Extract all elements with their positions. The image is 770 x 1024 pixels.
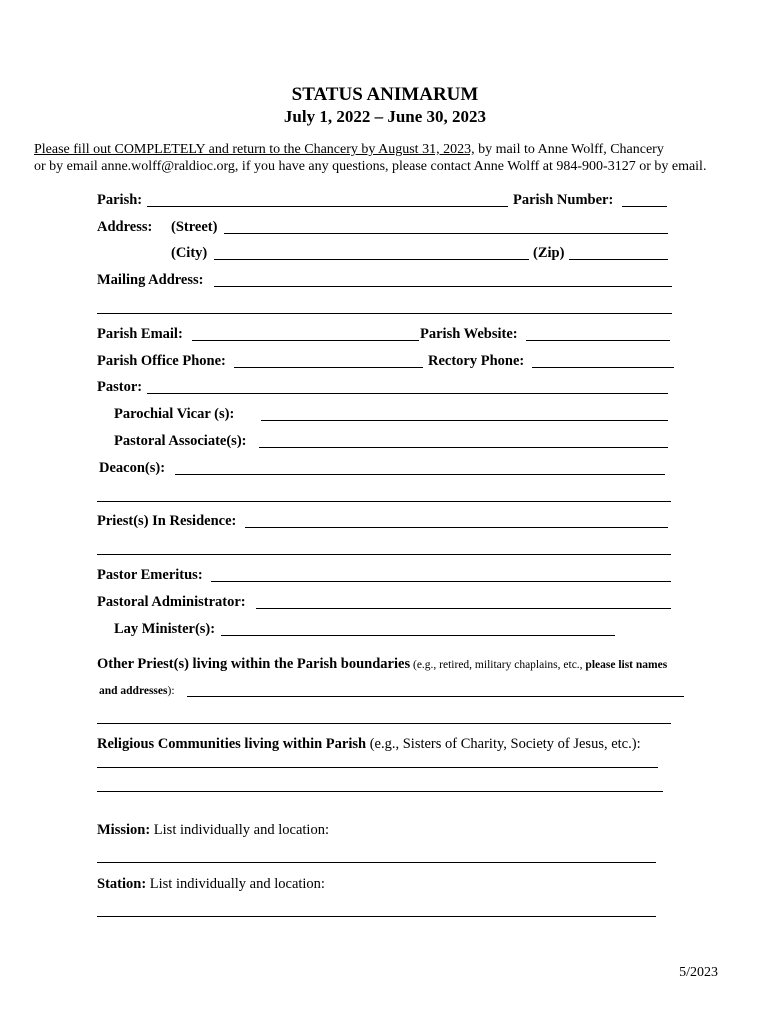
station-label <box>97 876 325 893</box>
parish-office-phone-field[interactable] <box>234 367 423 368</box>
parish-email-field[interactable] <box>192 340 419 341</box>
other-priests-examples: (e.g., retired, military chaplains, etc., <box>410 659 586 671</box>
other-priests-label-2 <box>99 685 175 697</box>
religious-communities-label <box>97 736 641 753</box>
priest-in-residence-field-2[interactable] <box>97 554 671 555</box>
pastor-field[interactable] <box>147 393 668 394</box>
priest-in-residence-field[interactable] <box>245 527 668 528</box>
station-title: Station: <box>97 876 147 892</box>
form-period: July 1, 2022 – June 30, 2023 <box>283 107 487 126</box>
pastoral-associate-field[interactable] <box>259 447 668 448</box>
mission-title: Mission: <box>97 822 151 838</box>
other-priests-field[interactable] <box>187 696 684 697</box>
parish-website-label: Parish Website: <box>420 326 518 342</box>
parish-label: Parish: <box>97 192 143 208</box>
mission-instructions: List individually and location: <box>150 822 329 838</box>
revision-date: 5/2023 <box>679 965 718 980</box>
other-priests-label <box>97 656 667 673</box>
lay-minister-field[interactable] <box>221 635 615 636</box>
mission-field[interactable] <box>97 862 656 863</box>
mission-label <box>97 822 329 839</box>
deacon-field[interactable] <box>175 474 665 475</box>
street-field[interactable] <box>224 233 668 234</box>
parish-number-label: Parish Number: <box>513 192 614 208</box>
pastor-label: Pastor: <box>97 379 143 395</box>
instructions-line-2: or by email anne.wolff@raldioc.org, if you have any questions, please contact Anne Wolff at 984-900-3127 or by email. <box>34 159 707 174</box>
pastoral-administrator-field[interactable] <box>256 608 671 609</box>
parish-office-phone-label: Parish Office Phone: <box>97 353 226 369</box>
instructions-line-1 <box>34 142 664 158</box>
deacon-label: Deacon(s): <box>99 460 166 476</box>
other-priests-title: Other Priest(s) living within the Parish boundaries <box>97 656 411 672</box>
pastoral-administrator-label: Pastoral Administrator: <box>97 594 246 610</box>
parochial-vicar-field[interactable] <box>261 420 668 421</box>
instructions-deadline: Please fill out COMPLETELY and return to the Chancery by August 31, 2023, <box>34 142 475 157</box>
parish-website-field[interactable] <box>526 340 670 341</box>
mailing-address-field[interactable] <box>214 286 672 287</box>
mailing-address-field-2[interactable] <box>97 313 672 314</box>
deacon-field-2[interactable] <box>97 501 671 502</box>
religious-communities-title: Religious Communities living within Parish <box>97 736 367 752</box>
religious-communities-examples: (e.g., Sisters of Charity, Society of Jesus, etc.): <box>366 736 641 752</box>
religious-communities-field[interactable] <box>97 767 658 768</box>
other-priests-list-names: please list names <box>585 659 668 671</box>
zip-label: (Zip) <box>533 245 565 261</box>
priest-in-residence-label: Priest(s) In Residence: <box>97 513 237 529</box>
mailing-address-label: Mailing Address: <box>97 272 204 288</box>
city-label: (City) <box>171 245 208 261</box>
pastoral-associate-label: Pastoral Associate(s): <box>114 433 247 449</box>
other-priests-field-2[interactable] <box>97 723 671 724</box>
station-instructions: List individually and location: <box>146 876 325 892</box>
parish-number-field[interactable] <box>622 206 667 207</box>
zip-field[interactable] <box>569 259 668 260</box>
address-label: Address: <box>97 219 153 235</box>
parish-email-label: Parish Email: <box>97 326 183 342</box>
other-priests-colon: ): <box>167 685 175 697</box>
lay-minister-label: Lay Minister(s): <box>114 621 216 637</box>
street-label: (Street) <box>171 219 218 235</box>
parochial-vicar-label: Parochial Vicar (s): <box>114 406 235 422</box>
other-priests-addresses: and addresses <box>99 685 168 697</box>
parish-field[interactable] <box>147 206 508 207</box>
instructions-mail: by mail to Anne Wolff, Chancery <box>474 142 664 157</box>
city-field[interactable] <box>214 259 529 260</box>
pastor-emeritus-label: Pastor Emeritus: <box>97 567 203 583</box>
station-field[interactable] <box>97 916 656 917</box>
rectory-phone-field[interactable] <box>532 367 674 368</box>
rectory-phone-label: Rectory Phone: <box>428 353 525 369</box>
religious-communities-field-2[interactable] <box>97 791 663 792</box>
form-title: STATUS ANIMARUM <box>291 84 479 105</box>
pastor-emeritus-field[interactable] <box>211 581 671 582</box>
